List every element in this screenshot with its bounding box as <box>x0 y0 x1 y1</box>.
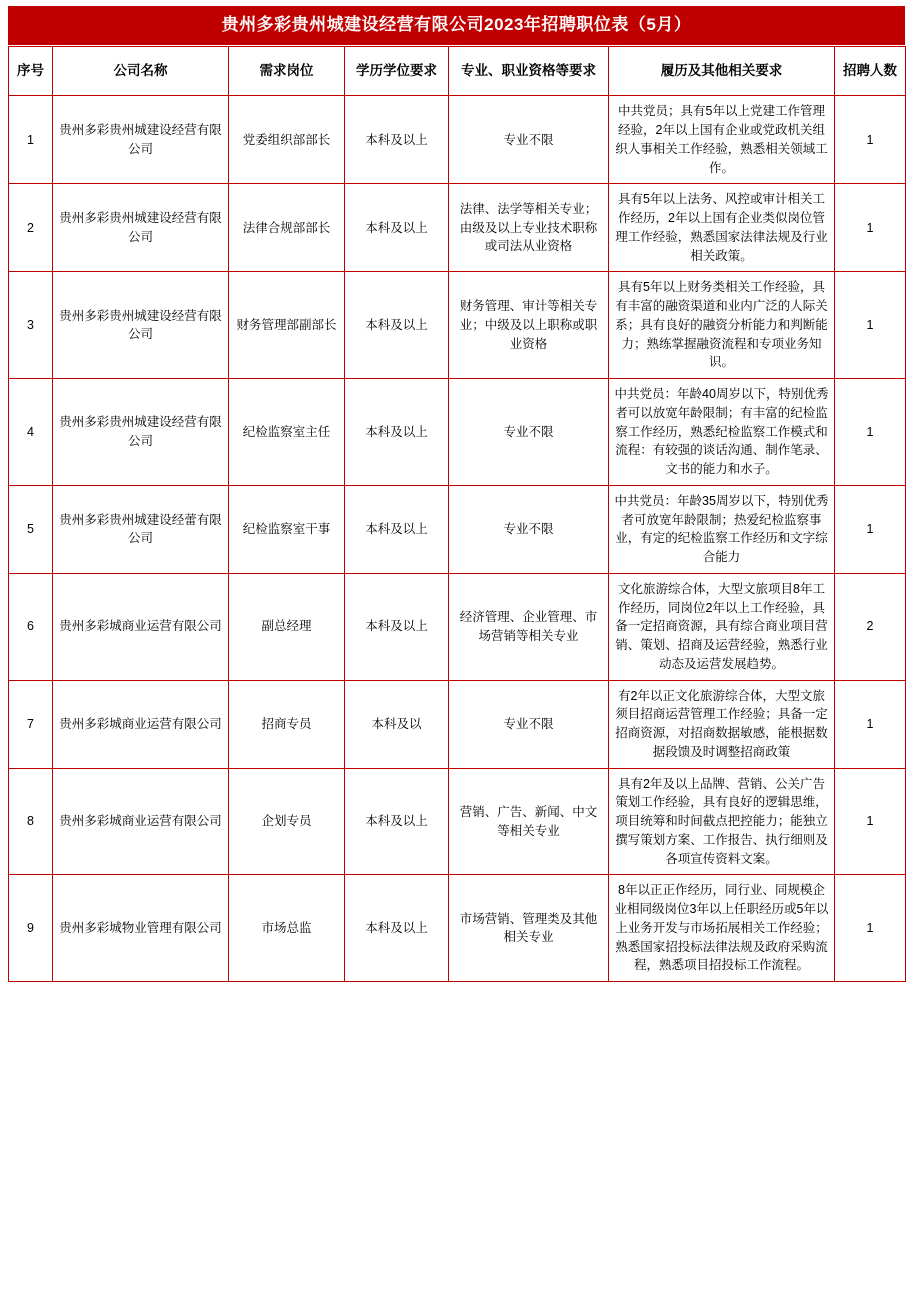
cell-no: 1 <box>9 96 53 184</box>
cell-major: 经济管理、企业管理、市场营销等相关专业 <box>449 573 609 680</box>
column-header-major: 专业、职业资格等要求 <box>449 47 609 96</box>
cell-position: 党委组织部部长 <box>229 96 345 184</box>
cell-education: 本科及以上 <box>345 272 449 379</box>
cell-experience: 中共党员；具有5年以上党建工作管理经验，2年以上国有企业或党政机关组织人事相关工作经验，熟悉相关领域工作。 <box>609 96 835 184</box>
cell-experience: 有2年以正文化旅游综合体，大型文旅须目招商运营管理工作经验；具备一定招商资源，对招商数据敏感，能根据数据段馈及时调整招商政策 <box>609 680 835 768</box>
cell-experience: 中共党员：年龄35周岁以下，特别优秀者可放宽年龄限制；热爱纪检监察事业，有定的纪检监察工作经历和文字综合能力 <box>609 485 835 573</box>
table-row <box>9 96 906 184</box>
cell-company: 贵州多彩城商业运营有限公司 <box>53 680 229 768</box>
column-header-no: 序号 <box>9 47 53 96</box>
cell-position: 市场总监 <box>229 875 345 982</box>
cell-count: 1 <box>835 379 906 486</box>
cell-count: 1 <box>835 96 906 184</box>
table-header <box>9 47 906 96</box>
table-row <box>9 573 906 680</box>
cell-major: 营销、广告、新闻、中文等相关专业 <box>449 768 609 875</box>
cell-experience: 中共党员：年龄40周岁以下，特别优秀者可以放宽年龄限制；有丰富的纪检监察工作经历，熟悉纪检监察工作模式和流程：有较强的谈话沟通、制作笔录、文书的能力和水子。 <box>609 379 835 486</box>
cell-education: 本科及以上 <box>345 875 449 982</box>
recruitment-table <box>8 46 906 982</box>
cell-position: 纪检监察室干事 <box>229 485 345 573</box>
cell-company: 贵州多彩贵州城建设经蕾有限公司 <box>53 485 229 573</box>
table-body <box>9 96 906 982</box>
cell-position: 招商专员 <box>229 680 345 768</box>
cell-no: 3 <box>9 272 53 379</box>
cell-education: 本科及以上 <box>345 379 449 486</box>
cell-company: 贵州多彩贵州城建设经营有限公司 <box>53 184 229 272</box>
cell-position: 纪检监察室主任 <box>229 379 345 486</box>
cell-count: 1 <box>835 485 906 573</box>
column-header-count: 招聘人数 <box>835 47 906 96</box>
cell-education: 本科及以上 <box>345 768 449 875</box>
cell-company: 贵州多彩贵州城建设经营有限公司 <box>53 272 229 379</box>
cell-education: 本科及以上 <box>345 485 449 573</box>
cell-experience: 文化旅游综合体，大型文旅项目8年工作经历，同岗位2年以上工作经验，具备一定招商资源，具有综合商业项目营销、策划、招商及运营经验，熟悉行业动态及运营发展趋势。 <box>609 573 835 680</box>
cell-major: 财务管理、审计等相关专业；中级及以上职称或职业资格 <box>449 272 609 379</box>
column-header-experience: 履历及其他相关要求 <box>609 47 835 96</box>
cell-experience: 具有5年以上财务类相关工作经验，具有丰富的融资渠道和业内广泛的人际关系；具有良好的融资分析能力和判断能力；熟练掌握融资流程和专项业务知识。 <box>609 272 835 379</box>
cell-major: 专业不限 <box>449 485 609 573</box>
cell-no: 9 <box>9 875 53 982</box>
cell-count: 1 <box>835 184 906 272</box>
cell-position: 财务管理部副部长 <box>229 272 345 379</box>
cell-no: 5 <box>9 485 53 573</box>
cell-education: 本科及以上 <box>345 184 449 272</box>
cell-experience: 8年以正正作经历，同行业、同规模企业相同级岗位3年以上任职经历或5年以上业务开发与市场拓展相关工作经验；熟悉国家招投标法律法规及政府采购流程，熟悉项目招投标工作流程。 <box>609 875 835 982</box>
cell-education: 本科及以上 <box>345 573 449 680</box>
cell-company: 贵州多彩城商业运营有限公司 <box>53 768 229 875</box>
cell-position: 副总经理 <box>229 573 345 680</box>
cell-company: 贵州多彩城物业管理有限公司 <box>53 875 229 982</box>
cell-count: 1 <box>835 768 906 875</box>
cell-major: 专业不限 <box>449 680 609 768</box>
cell-no: 7 <box>9 680 53 768</box>
cell-experience: 具有2年及以上品牌、营销、公关广告策划工作经验，具有良好的逻辑思维，项目统筹和时间截点把控能力；能独立撰写策划方案、工作报告、执行细则及各项宣传资料文案。 <box>609 768 835 875</box>
cell-major: 专业不限 <box>449 379 609 486</box>
cell-company: 贵州多彩贵州城建设经营有限公司 <box>53 379 229 486</box>
cell-company: 贵州多彩城商业运营有限公司 <box>53 573 229 680</box>
table-row <box>9 485 906 573</box>
cell-education: 本科及以上 <box>345 96 449 184</box>
table-row <box>9 768 906 875</box>
cell-count: 2 <box>835 573 906 680</box>
cell-position: 法律合规部部长 <box>229 184 345 272</box>
table-row <box>9 184 906 272</box>
table-row <box>9 379 906 486</box>
cell-no: 2 <box>9 184 53 272</box>
cell-major: 市场营销、管理类及其他相关专业 <box>449 875 609 982</box>
column-header-company: 公司名称 <box>53 47 229 96</box>
cell-no: 4 <box>9 379 53 486</box>
cell-count: 1 <box>835 875 906 982</box>
cell-experience: 具有5年以上法务、风控或审计相关工作经历，2年以上国有企业类似岗位管理工作经验，熟悉国家法律法规及行业相关政策。 <box>609 184 835 272</box>
cell-count: 1 <box>835 680 906 768</box>
cell-education: 本科及以 <box>345 680 449 768</box>
cell-major: 专业不限 <box>449 96 609 184</box>
table-row <box>9 875 906 982</box>
cell-count: 1 <box>835 272 906 379</box>
column-header-education: 学历学位要求 <box>345 47 449 96</box>
cell-position: 企划专员 <box>229 768 345 875</box>
table-row <box>9 272 906 379</box>
cell-no: 8 <box>9 768 53 875</box>
document-title: 贵州多彩贵州城建设经营有限公司2023年招聘职位表（5月） <box>8 6 905 45</box>
column-header-position: 需求岗位 <box>229 47 345 96</box>
table-header-row <box>9 47 906 96</box>
cell-company: 贵州多彩贵州城建设经营有限公司 <box>53 96 229 184</box>
cell-major: 法律、法学等相关专业；由级及以上专业技术职称或司法从业资格 <box>449 184 609 272</box>
cell-no: 6 <box>9 573 53 680</box>
table-row <box>9 680 906 768</box>
